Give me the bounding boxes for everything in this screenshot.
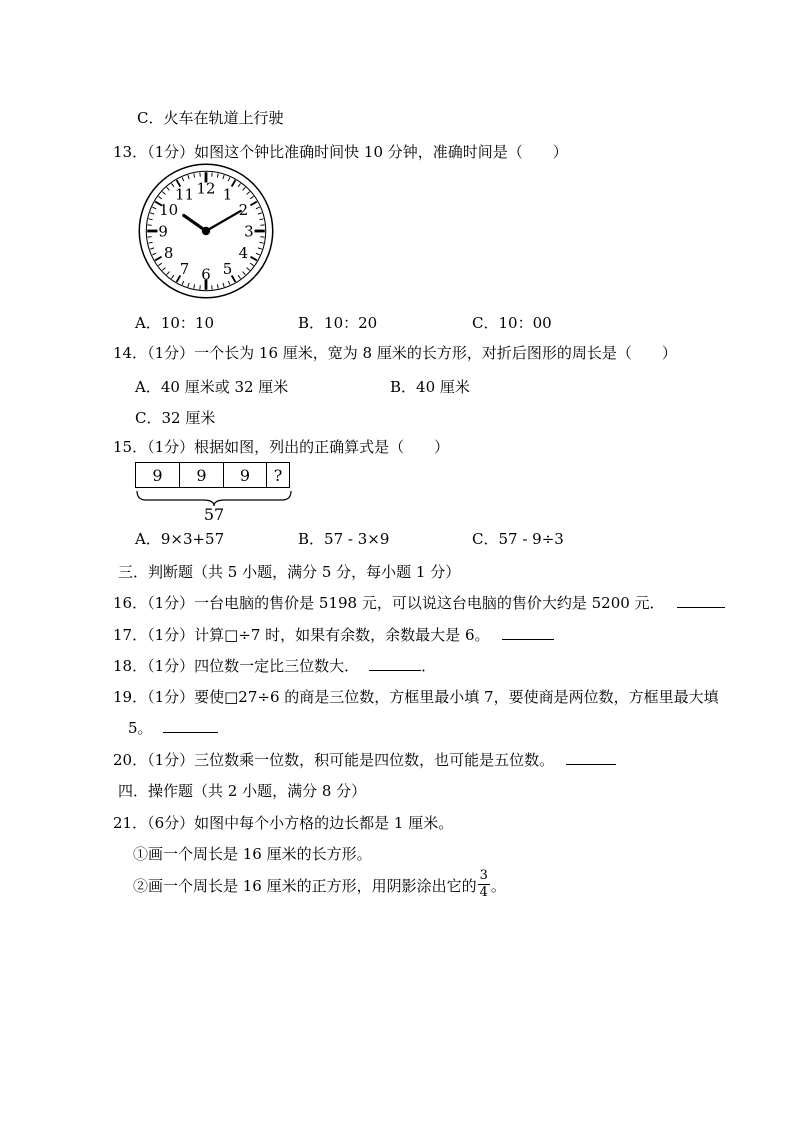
minute-hand <box>206 211 241 231</box>
q13-option-c: C．10：00 <box>472 314 552 332</box>
question-17-text: 17．（1分）计算□÷7 时，如果有余数，余数最大是 6。 <box>113 626 490 644</box>
q15-option-c: C．57 - 9÷3 <box>472 530 564 548</box>
question-21-sub2-prefix: ②画一个周长是 16 厘米的正方形，用阴影涂出它的 <box>133 877 477 895</box>
question-20-text: 20．（1分）三位数乘一位数，积可能是四位数，也可能是五位数。 <box>113 751 555 769</box>
question-21-sub2-suffix: 。 <box>490 877 506 895</box>
fraction-three-fourths <box>478 869 490 899</box>
clock-figure <box>136 161 276 301</box>
question-12-option-c: C．火车在轨道上行驶 <box>137 109 284 127</box>
q14-option-a: A．40 厘米或 32 厘米 <box>135 378 289 396</box>
question-13-stem: 13．（1分）如图这个钟比准确时间快 10 分钟，准确时间是（ ） <box>113 143 568 161</box>
strip-cell: 9 <box>179 462 224 488</box>
answer-blank <box>566 751 616 765</box>
q14-option-c: C．32 厘米 <box>135 409 216 427</box>
clock-numeral: 10 <box>159 201 179 220</box>
question-15-stem: 15．（1分）根据如图，列出的正确算式是（ ） <box>113 438 450 456</box>
question-21-sub1: ①画一个周长是 16 厘米的长方形。 <box>133 845 372 863</box>
clock-numeral: 4 <box>238 244 249 263</box>
fraction-numerator: 3 <box>479 867 488 883</box>
question-20 <box>113 751 616 769</box>
section-4-header: 四．操作题（共 2 小题，满分 8 分） <box>118 782 367 800</box>
question-19-line2-text: 5。 <box>128 719 153 737</box>
answer-blank <box>369 657 421 671</box>
clock-numeral: 5 <box>222 259 233 278</box>
question-17 <box>113 626 554 644</box>
answer-blank <box>677 594 725 608</box>
q13-option-b: B．10：20 <box>298 314 378 332</box>
answer-blank <box>163 719 218 733</box>
q15-option-b: B．57 - 3×9 <box>298 530 390 548</box>
q13-option-a: A．10：10 <box>135 314 215 332</box>
strip-cell: 9 <box>223 462 267 488</box>
question-14-stem: 14．（1分）一个长为 16 厘米，宽为 8 厘米的长方形，对折后图形的周长是（ ） <box>113 344 677 362</box>
clock-numeral: 2 <box>238 201 249 220</box>
question-18-text: 18．（1分）四位数一定比三位数大． <box>113 657 360 675</box>
strip-cell: ? <box>266 462 290 488</box>
clock-numeral: 11 <box>175 185 195 204</box>
q14-option-b: B．40 厘米 <box>390 378 470 396</box>
clock-numeral: 7 <box>179 259 190 278</box>
clock-numeral: 12 <box>196 179 216 198</box>
brace-total-label: 57 <box>203 505 225 524</box>
strip-cell: 9 <box>135 462 180 488</box>
clock-face <box>136 161 276 301</box>
clock-center-hub <box>202 227 210 235</box>
question-18-suffix: ． <box>421 657 437 675</box>
question-16-text: 16．（1分）一台电脑的售价是 5198 元，可以说这台电脑的售价大约是 5200 元． <box>113 594 665 612</box>
question-19-line1: 19．（1分）要使□27÷6 的商是三位数，方框里最小填 7，要使商是两位数，方框里最大填 <box>113 688 719 706</box>
question-21-stem: 21．（6分）如图中每个小方格的边长都是 1 厘米。 <box>113 814 454 832</box>
question-19-line2 <box>128 719 218 737</box>
clock-numeral: 3 <box>244 222 254 241</box>
clock-numeral: 9 <box>158 222 168 241</box>
fraction-denominator: 4 <box>479 884 488 900</box>
clock-numeral: 8 <box>163 244 174 263</box>
section-3-header: 三．判断题（共 5 小题，满分 5 分，每小题 1 分） <box>118 563 461 581</box>
answer-blank <box>502 626 554 640</box>
question-18 <box>113 657 436 675</box>
clock-numeral: 6 <box>201 265 211 284</box>
strip-diagram <box>135 462 290 488</box>
clock-numeral: 1 <box>222 185 233 204</box>
question-21-sub2 <box>133 866 506 906</box>
q15-option-a: A．9×3+57 <box>135 530 225 548</box>
question-16 <box>113 594 725 612</box>
